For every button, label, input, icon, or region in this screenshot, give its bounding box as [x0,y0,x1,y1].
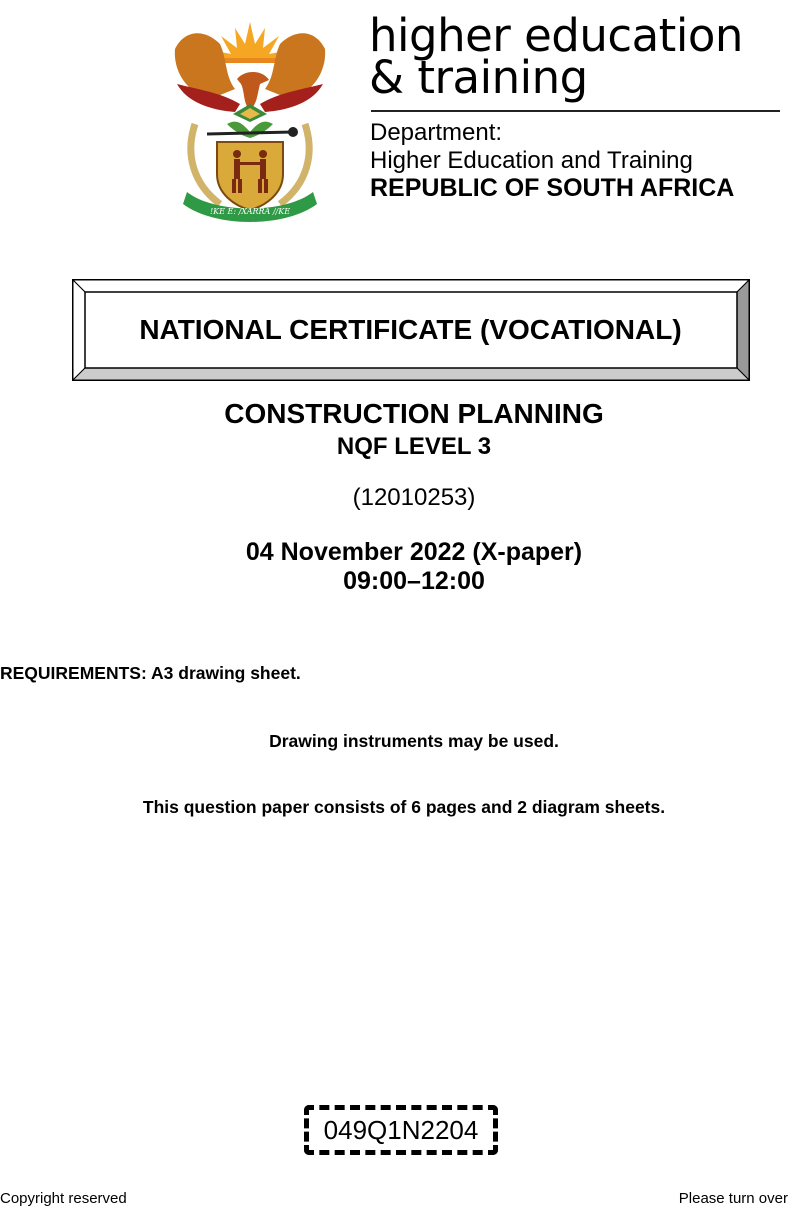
exam-time: 09:00–12:00 [343,567,485,595]
country-name: REPUBLIC OF SOUTH AFRICA [370,174,735,202]
department-name: Higher Education and Training [370,147,693,174]
wordmark-divider [371,110,780,112]
exam-date: 04 November 2022 (X-paper) [245,538,583,566]
footer-turn-over: Please turn over [678,1190,788,1207]
requirements-text: REQUIREMENTS: A3 drawing sheet. [0,663,301,683]
department-label: Department: [370,119,503,146]
subject-code: (12010253) [352,484,476,511]
instruments-note: Drawing instruments may be used. [269,731,559,751]
qualification-title: NATIONAL CERTIFICATE (VOCATIONAL) [139,314,682,345]
coat-of-arms-motto: !KE E: /XARRA //KE [209,207,291,216]
wordmark-training: & training [369,51,588,104]
paper-code-box [304,1105,498,1155]
nqf-level: NQF LEVEL 3 [336,433,492,460]
footer-copyright: Copyright reserved [0,1190,127,1207]
coat-of-arms-icon [165,14,335,224]
subject-title: CONSTRUCTION PLANNING [224,398,604,429]
paper-code: 049Q1N2204 [323,1114,479,1145]
page-count-note: This question paper consists of 6 pages and 2 diagram sheets. [142,797,666,817]
wordmark-higher-education: higher education [369,9,743,62]
